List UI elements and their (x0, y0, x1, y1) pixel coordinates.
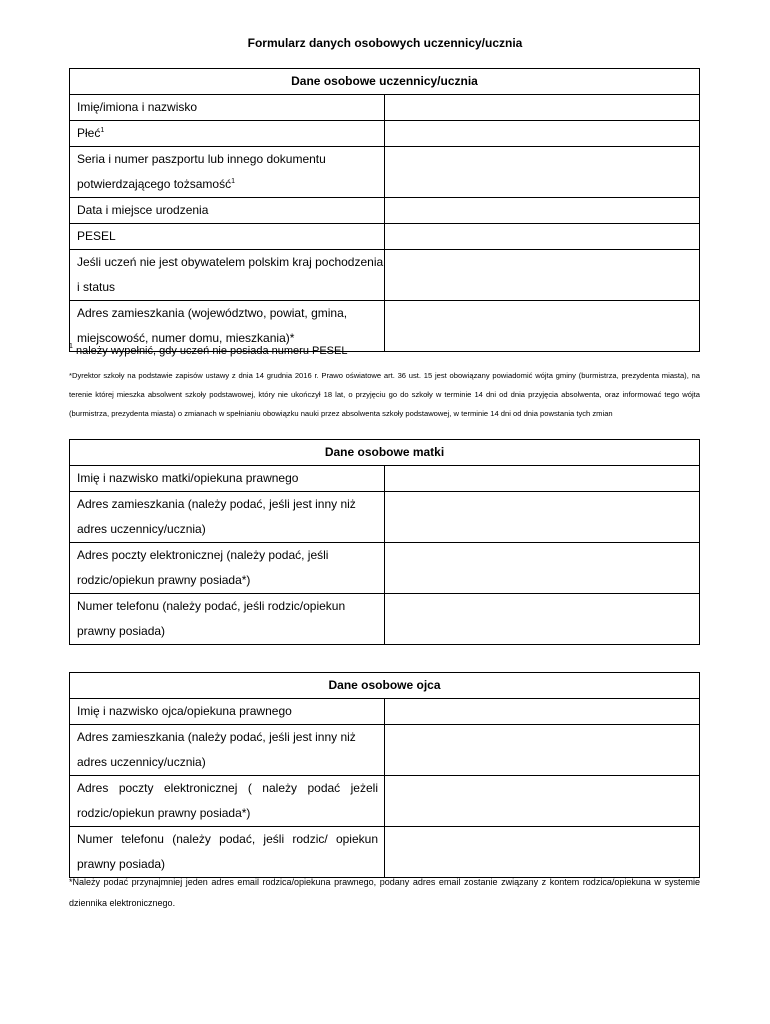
student-address-field[interactable] (385, 301, 700, 352)
mother-address-label: Adres zamieszkania (należy podać, jeśli jest inny niż adres uczennicy/ucznia) (70, 492, 385, 543)
footnote-pesel-marker: 1 (69, 343, 73, 350)
student-document-footnote-marker: 1 (231, 178, 235, 185)
father-name-label: Imię i nazwisko ojca/opiekuna prawnego (70, 699, 385, 725)
student-pesel-label: PESEL (70, 224, 385, 250)
student-sex-field[interactable] (385, 121, 700, 147)
mother-data-table (69, 439, 700, 645)
footnote-pesel-text: należy wypełnić, gdy uczeń nie posiada numeru PESEL (72, 345, 348, 357)
student-address-label: Adres zamieszkania (województwo, powiat, gmina, miejscowość, numer domu, mieszkania)* (70, 301, 385, 352)
student-table-heading: Dane osobowe uczennicy/ucznia (70, 69, 700, 95)
mother-table-heading: Dane osobowe matki (70, 440, 700, 466)
student-sex-label (70, 121, 385, 147)
student-sex-label-text: Płeć (77, 126, 101, 140)
father-address-label: Adres zamieszkania (należy podać, jeśli jest inny niż adres uczennicy/ucznia) (70, 725, 385, 776)
page-title: Formularz danych osobowych uczennicy/ucznia (247, 36, 523, 50)
student-birth-label: Data i miejsce urodzenia (70, 198, 385, 224)
email-note: *Należy podać przynajmniej jeden adres email rodzica/opiekuna prawnego, podany adres email zostanie związany z kontem rodzica/opiekuna w systemie dziennika elektronicznego. (69, 877, 700, 908)
mother-name-label: Imię i nazwisko matki/opiekuna prawnego (70, 466, 385, 492)
father-address-field[interactable] (385, 725, 700, 776)
student-document-label-text: Seria i numer paszportu lub innego dokumentu potwierdzającego tożsamość (77, 152, 326, 191)
father-data-table (69, 672, 700, 878)
student-name-field[interactable] (385, 95, 700, 121)
student-citizenship-label: Jeśli uczeń nie jest obywatelem polskim kraj pochodzenia i status (70, 250, 385, 301)
student-data-table (69, 68, 700, 352)
father-phone-label: Numer telefonu (należy podać, jeśli rodzic/ opiekun prawny posiada) (70, 827, 385, 878)
mother-phone-field[interactable] (385, 594, 700, 645)
footnote-pesel (69, 345, 347, 357)
student-sex-footnote-marker: 1 (100, 127, 105, 134)
student-name-label: Imię/imiona i nazwisko (70, 95, 385, 121)
father-email-label: Adres poczty elektronicznej ( należy podać jeżeli rodzic/opiekun prawny posiada*) (70, 776, 385, 827)
mother-name-field[interactable] (385, 466, 700, 492)
mother-address-field[interactable] (385, 492, 700, 543)
student-document-label (70, 147, 385, 198)
mother-email-label: Adres poczty elektronicznej (należy podać, jeśli rodzic/opiekun prawny posiada*) (70, 543, 385, 594)
student-birth-field[interactable] (385, 198, 700, 224)
student-pesel-field[interactable] (385, 224, 700, 250)
mother-phone-label: Numer telefonu (należy podać, jeśli rodzic/opiekun prawny posiada) (70, 594, 385, 645)
student-citizenship-field[interactable] (385, 250, 700, 301)
student-document-field[interactable] (385, 147, 700, 198)
father-table-heading: Dane osobowe ojca (70, 673, 700, 699)
father-phone-field[interactable] (385, 827, 700, 878)
father-name-field[interactable] (385, 699, 700, 725)
father-email-field[interactable] (385, 776, 700, 827)
director-note: *Dyrektor szkoły na podstawie zapisów ustawy z dnia 14 grudnia 2016 r. Prawo oświatowe art. 36 ust. 15 jest obowiązany powiadomić wójta gminy (burmistrza, prezydenta miasta), na terenie której mieszka absolwent szkoły podstawowej, który nie ukończył 18 lat, o przyjęciu go do szkoły w terminie 14 dni od dnia przyjęcia absolwenta, oraz informować tego wójta (burmistrza, prezydenta miasta) o zmianach w spełnianiu obowiązku nauki przez absolwenta szkoły podstawowej, w terminie 14 dni od dnia powstania tych zmian (69, 371, 700, 418)
mother-email-field[interactable] (385, 543, 700, 594)
